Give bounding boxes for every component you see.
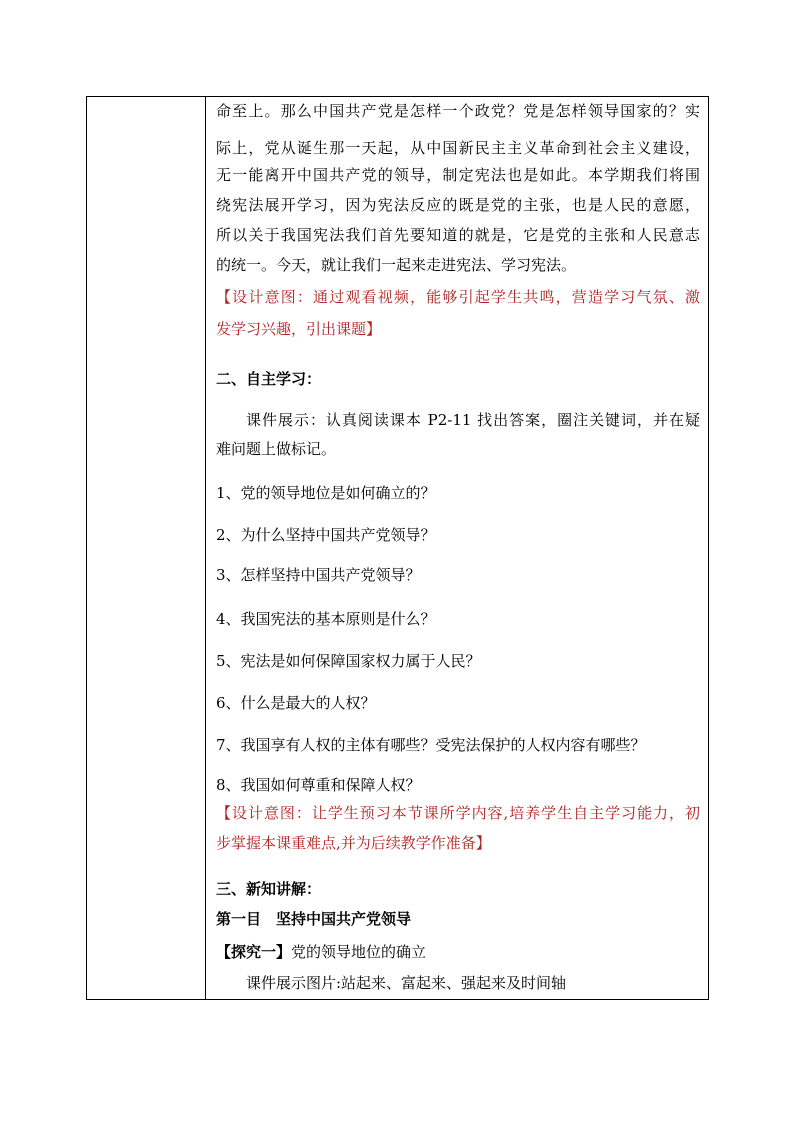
question-1: 1、党的领导地位是如何确立的？ <box>216 484 436 502</box>
question-7: 7、我国享有人权的主体有哪些？受宪法保护的人权内容有哪些？ <box>216 736 646 754</box>
table-left-column <box>87 97 206 999</box>
explore-one-label: 【探究一】 <box>216 943 292 961</box>
explore-one-line <box>216 942 700 962</box>
section-3-heading: 三、新知讲解： <box>216 880 322 898</box>
intro-line-6: 的统一。今天，就让我们一起来走进宪法、学习宪法。 <box>216 256 577 274</box>
question-8: 8、我国如何尊重和保障人权？ <box>216 776 421 794</box>
question-6: 6、什么是最大的人权？ <box>216 694 376 712</box>
section-2-courseware-line-2: 难问题上做标记。 <box>216 440 337 458</box>
section-3-courseware: 课件展示图片:站起来、富起来、强起来及时间轴 <box>246 974 567 992</box>
section-2-courseware-line-1: 课件展示：认真阅读课本 P2-11 找出答案，圈注关键词，并在疑 <box>246 411 700 429</box>
table-content-column <box>206 97 708 999</box>
lesson-table <box>86 96 709 1000</box>
intro-line-3: 无一能离开中国共产党的领导，制定宪法也是如此。本学期我们将围 <box>216 166 700 184</box>
section-2-heading: 二、自主学习： <box>216 370 322 388</box>
intro-line-2: 际上，党从诞生那一天起，从中国新民主主义革命到社会主义建设， <box>216 139 700 157</box>
design-intent-2-line-2: 步掌握本课重难点,并为后续教学作准备】 <box>216 834 491 852</box>
design-intent-1-line-1: 【设计意图：通过观看视频，能够引起学生共鸣，营造学习气氛、激 <box>216 288 700 306</box>
question-2: 2、为什么坚持中国共产党领导？ <box>216 526 436 544</box>
intro-line-1: 命至上。那么中国共产党是怎样一个政党？党是怎样领导国家的？实 <box>216 102 700 120</box>
explore-one-text: 党的领导地位的确立 <box>291 943 427 961</box>
question-3: 3、怎样坚持中国共产党领导？ <box>216 566 421 584</box>
question-5: 5、宪法是如何保障国家权力属于人民？ <box>216 652 481 670</box>
intro-line-5: 所以关于我国宪法我们首先要知道的就是，它是党的主张和人民意志 <box>216 226 700 244</box>
question-4: 4、我国宪法的基本原则是什么？ <box>216 610 436 628</box>
design-intent-1-line-2: 发学习兴趣，引出课题】 <box>216 320 382 338</box>
intro-line-4: 绕宪法展开学习，因为宪法反应的既是党的主张，也是人民的意愿， <box>216 196 700 214</box>
section-3-subheading: 第一目 坚持中国共产党领导 <box>216 910 412 928</box>
design-intent-2-line-1: 【设计意图：让学生预习本节课所学内容,培养学生自主学习能力，初 <box>216 804 700 822</box>
